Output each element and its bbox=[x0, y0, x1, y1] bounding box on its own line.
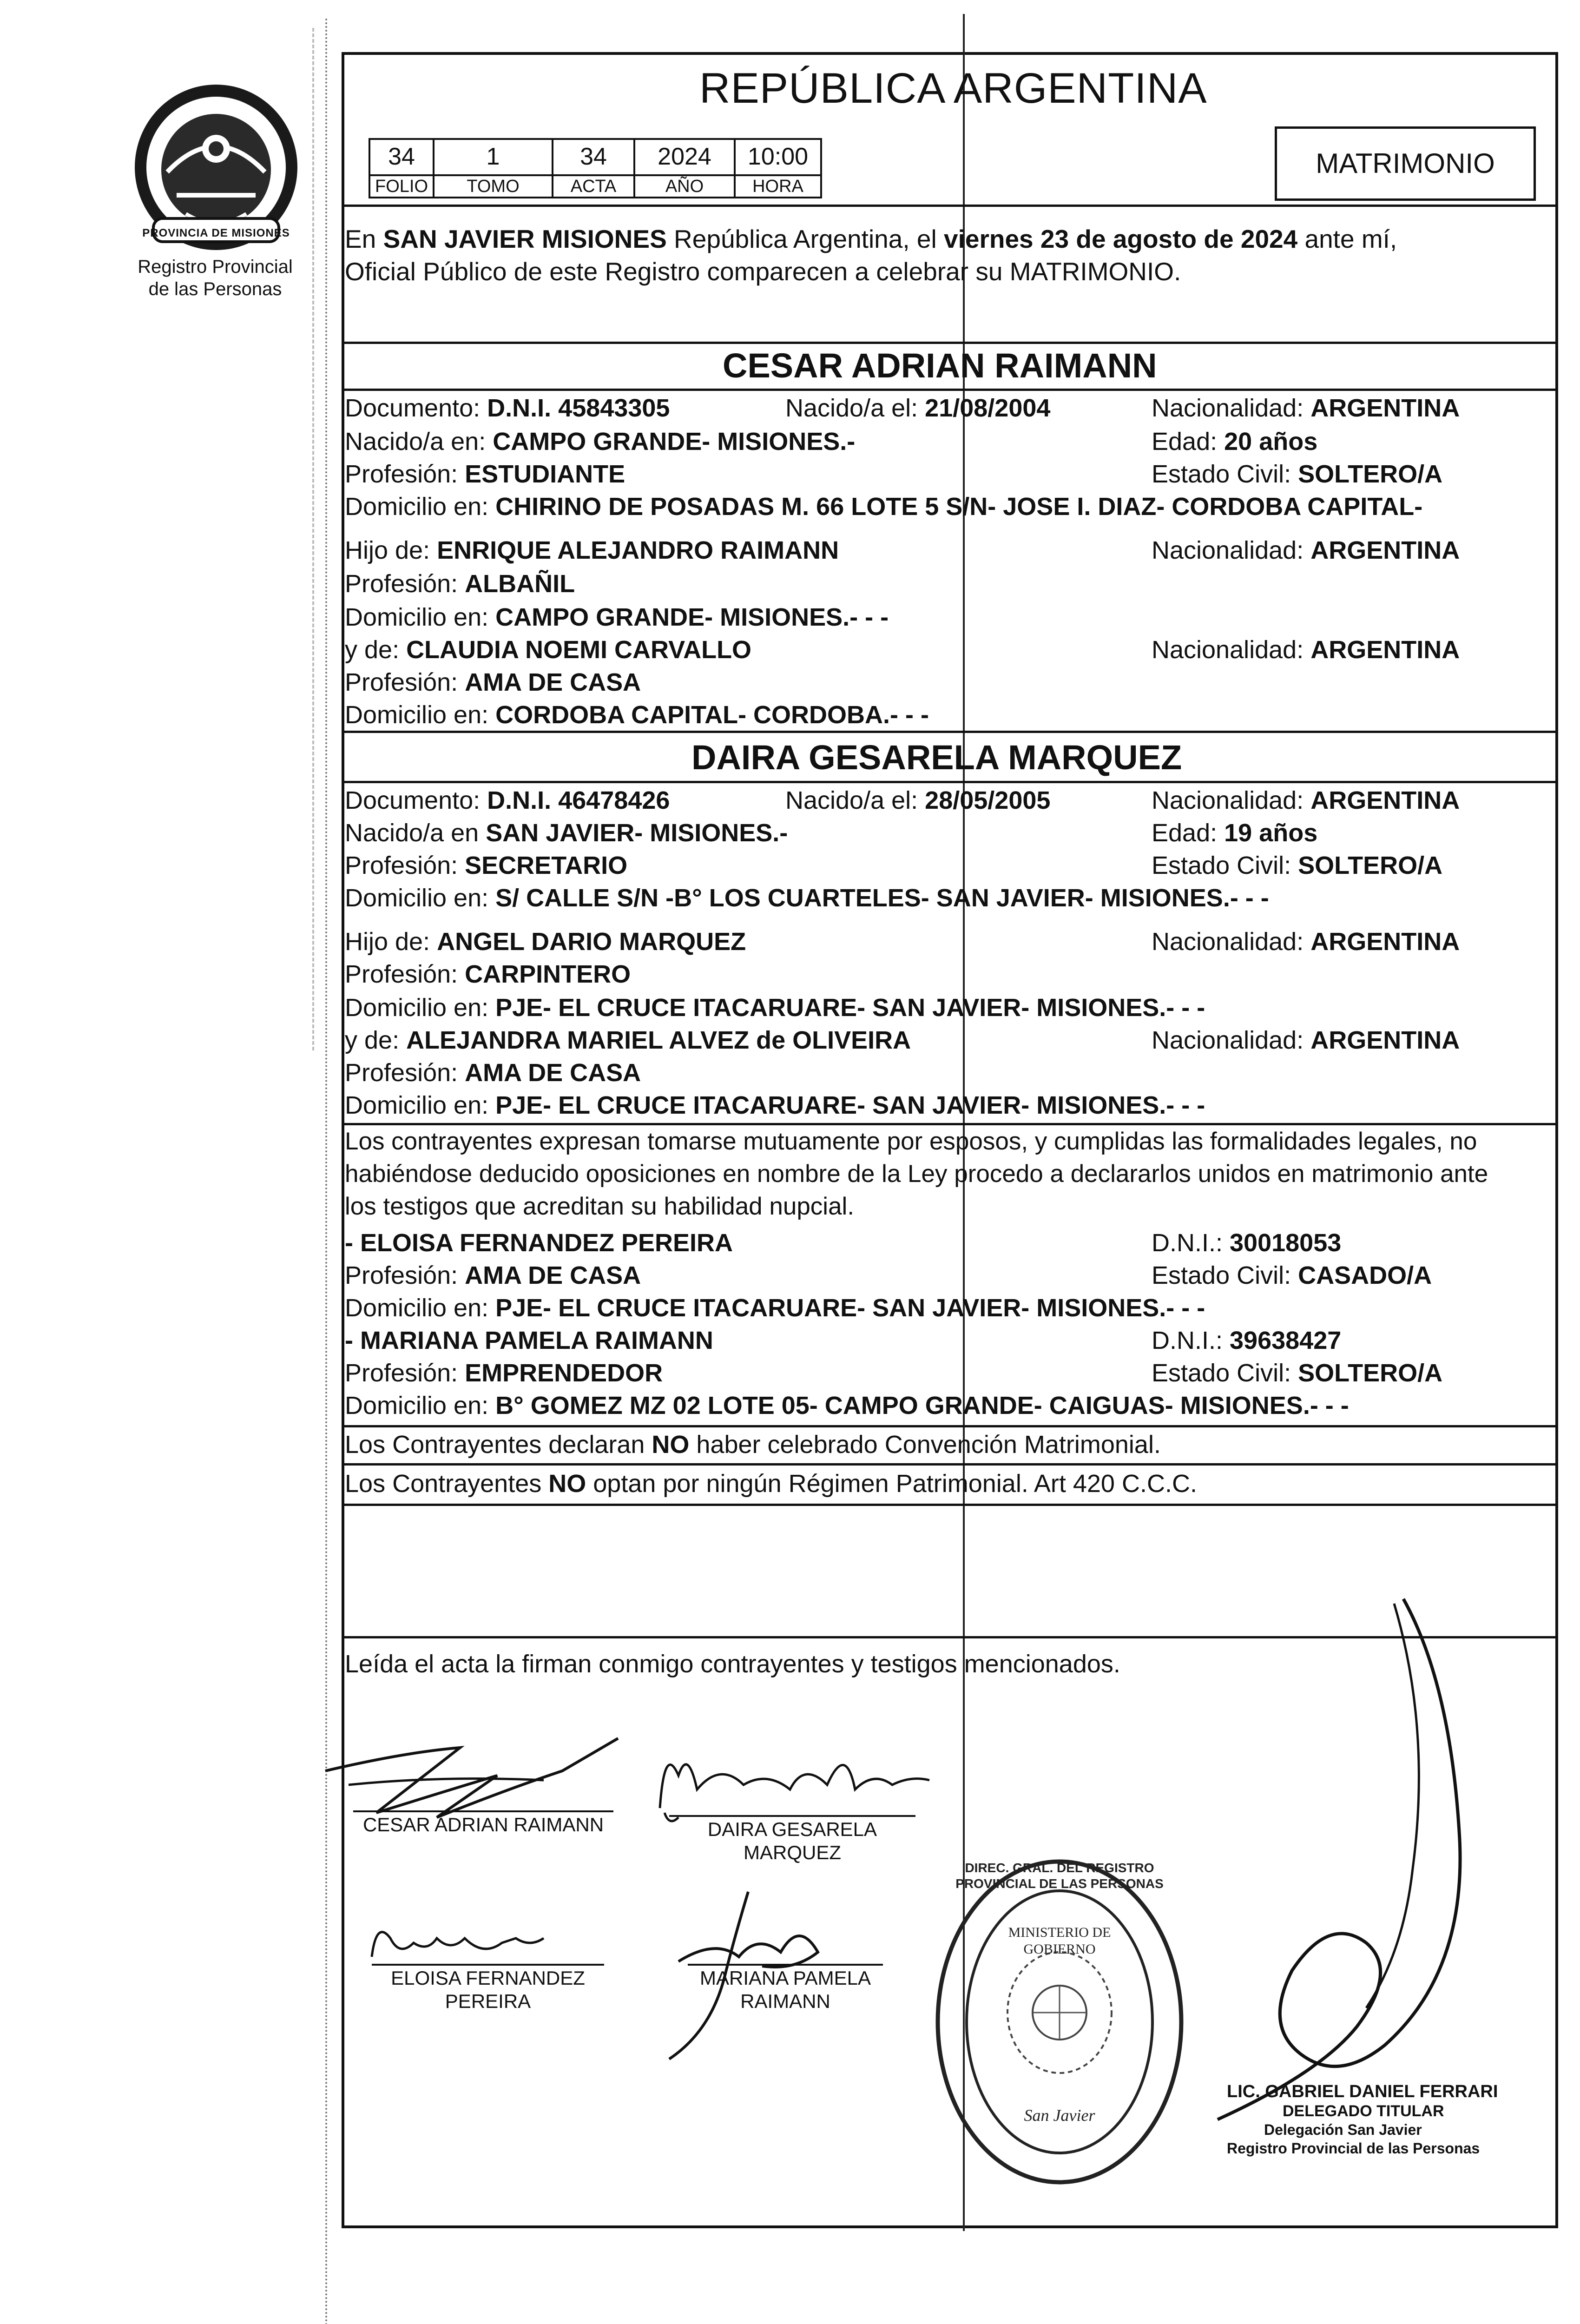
stamp-inner-text: MINISTERIO DE GOBIERNO bbox=[1008, 1925, 1111, 1957]
closing-statement: Leída el acta la firman conmigo contrayentes y testigos mencionados. bbox=[345, 1650, 1120, 1678]
witness1-dni: D.N.I.: 30018053 bbox=[1152, 1229, 1342, 1257]
divider bbox=[342, 389, 1558, 391]
stamp-bottom-text: San Javier bbox=[1024, 2106, 1095, 2125]
witness2-profession: Profesión: EMPRENDEDOR bbox=[345, 1359, 663, 1387]
stamp-ring-text: DIREC. GRAL. DEL REGISTRO PROVINCIAL DE LAS PERSONAS bbox=[955, 1861, 1164, 1891]
ceremony-place: SAN JAVIER MISIONES bbox=[383, 224, 667, 253]
signature-line bbox=[353, 1810, 613, 1812]
seal-ring-text: PROVINCIA DE MISIONES bbox=[142, 227, 290, 239]
signature-label-witness2-line2: RAIMANN bbox=[740, 1990, 830, 2012]
spouse1-mother-address: Domicilio en: CORDOBA CAPITAL- CORDOBA.- - - bbox=[345, 701, 929, 729]
spouse1-birthdate: Nacido/a el: 21/08/2004 bbox=[785, 394, 1051, 422]
signature-label-witness1-line1: ELOISA FERNANDEZ bbox=[391, 1967, 585, 1989]
record-folio-label: FOLIO bbox=[369, 176, 434, 198]
signature-label-witness2-line1: MARIANA PAMELA bbox=[700, 1967, 871, 1989]
official-registry: Registro Provincial de las Personas bbox=[1227, 2140, 1480, 2157]
witness1-name: - ELOISA FERNANDEZ PEREIRA bbox=[345, 1229, 733, 1257]
divider bbox=[342, 342, 1558, 344]
record-tomo-label: TOMO bbox=[433, 176, 553, 198]
spouse1-father: Hijo de: ENRIQUE ALEJANDRO RAIMANN bbox=[345, 536, 839, 564]
signature-label-witness1-line2: PEREIRA bbox=[445, 1990, 531, 2012]
witness2-name: - MARIANA PAMELA RAIMANN bbox=[345, 1327, 713, 1354]
spouse1-civil-status: Estado Civil: SOLTERO/A bbox=[1152, 460, 1443, 488]
spouse1-birthplace: Nacido/a en: CAMPO GRANDE- MISIONES.- bbox=[345, 428, 856, 456]
divider bbox=[342, 1425, 1558, 1427]
margin-guide bbox=[325, 19, 327, 2324]
signature-line bbox=[372, 1964, 604, 1966]
record-acta-value: 34 bbox=[552, 138, 635, 176]
spouse2-civil-status: Estado Civil: SOLTERO/A bbox=[1152, 852, 1443, 879]
divider bbox=[342, 781, 1558, 783]
handwritten-signature bbox=[362, 1910, 576, 1971]
spouse2-father-address: Domicilio en: PJE- EL CRUCE ITACARUARE- SAN JAVIER- MISIONES.- - - bbox=[345, 994, 1205, 1022]
spouse2-age: Edad: 19 años bbox=[1152, 819, 1318, 847]
doc-type-label: MATRIMONIO bbox=[1316, 148, 1495, 179]
spouse1-father-nationality: Nacionalidad: ARGENTINA bbox=[1152, 536, 1460, 564]
spouse1-mother: y de: CLAUDIA NOEMI CARVALLO bbox=[345, 636, 752, 664]
margin-guide bbox=[312, 28, 314, 1050]
registry-stamp-icon bbox=[929, 1855, 1190, 2189]
spouse1-profession: Profesión: ESTUDIANTE bbox=[345, 460, 625, 488]
spouse1-father-profession: Profesión: ALBAÑIL bbox=[345, 570, 575, 598]
spouse2-mother: y de: ALEJANDRA MARIEL ALVEZ de OLIVEIRA bbox=[345, 1026, 911, 1054]
spouse1-mother-profession: Profesión: AMA DE CASA bbox=[345, 668, 641, 696]
convention-line2: Los Contrayentes NO optan por ningún Régimen Patrimonial. Art 420 C.C.C. bbox=[345, 1470, 1197, 1498]
spouse1-father-address: Domicilio en: CAMPO GRANDE- MISIONES.- - - bbox=[345, 603, 889, 631]
witness1-civil-status: Estado Civil: CASADO/A bbox=[1152, 1261, 1432, 1289]
signature-label-spouse2-line1: DAIRA GESARELA bbox=[707, 1818, 877, 1840]
signature-daira bbox=[651, 1734, 939, 1827]
spouse1-name: CESAR ADRIAN RAIMANN bbox=[723, 346, 1157, 385]
handwritten-signature bbox=[651, 1734, 939, 1827]
signature-line bbox=[669, 1815, 915, 1817]
divider bbox=[342, 1463, 1558, 1466]
official-role: DELEGADO TITULAR bbox=[1283, 2102, 1444, 2120]
spouse2-name: DAIRA GESARELA MARQUEZ bbox=[691, 738, 1182, 777]
witness1-address: Domicilio en: PJE- EL CRUCE ITACARUARE- SAN JAVIER- MISIONES.- - - bbox=[345, 1294, 1205, 1322]
spouse2-mother-address: Domicilio en: PJE- EL CRUCE ITACARUARE- SAN JAVIER- MISIONES.- - - bbox=[345, 1091, 1205, 1119]
signature-label-spouse2-line2: MARQUEZ bbox=[744, 1842, 841, 1863]
spouse2-birthplace: Nacido/a en SAN JAVIER- MISIONES.- bbox=[345, 819, 788, 847]
record-hour-label: HORA bbox=[734, 176, 822, 198]
spouse1-document: Documento: D.N.I. 45843305 bbox=[345, 394, 670, 422]
intro-line1: En SAN JAVIER MISIONES República Argentina, el viernes 23 de agosto de 2024 ante mí, bbox=[345, 224, 1397, 253]
spouse2-father-profession: Profesión: CARPINTERO bbox=[345, 960, 631, 988]
signature-line bbox=[688, 1964, 883, 1966]
witness1-profession: Profesión: AMA DE CASA bbox=[345, 1261, 641, 1289]
spouse2-profession: Profesión: SECRETARIO bbox=[345, 852, 628, 879]
signature-eloisa bbox=[362, 1910, 576, 1971]
record-year-label: AÑO bbox=[633, 176, 736, 198]
official-name: LIC. GABRIEL DANIEL FERRARI bbox=[1227, 2082, 1498, 2101]
witness2-civil-status: Estado Civil: SOLTERO/A bbox=[1152, 1359, 1443, 1387]
spouse2-father-nationality: Nacionalidad: ARGENTINA bbox=[1152, 928, 1460, 956]
convention-line1: Los Contrayentes declaran NO haber celebrado Convención Matrimonial. bbox=[345, 1431, 1161, 1459]
doc-type-box bbox=[1275, 126, 1536, 201]
registry-name-line2: de las Personas bbox=[148, 279, 282, 299]
official-office: Delegación San Javier bbox=[1264, 2121, 1422, 2138]
record-hour-value: 10:00 bbox=[734, 138, 822, 176]
record-year-value: 2024 bbox=[633, 138, 736, 176]
record-folio-value: 34 bbox=[369, 138, 434, 176]
spouse2-birthdate: Nacido/a el: 28/05/2005 bbox=[785, 786, 1051, 814]
spouse1-nationality: Nacionalidad: ARGENTINA bbox=[1152, 394, 1460, 422]
declaration-line3: los testigos que acreditan su habilidad nupcial. bbox=[345, 1193, 855, 1220]
witness2-dni: D.N.I.: 39638427 bbox=[1152, 1327, 1342, 1354]
official-stamp bbox=[929, 1855, 1190, 2189]
signature-official bbox=[1190, 1590, 1487, 2129]
divider bbox=[342, 205, 1558, 207]
record-acta-label: ACTA bbox=[552, 176, 635, 198]
spouse2-father: Hijo de: ANGEL DARIO MARQUEZ bbox=[345, 928, 746, 956]
spouse2-address: Domicilio en: S/ CALLE S/N -B° LOS CUARTELES- SAN JAVIER- MISIONES.- - - bbox=[345, 884, 1269, 912]
spouse2-mother-nationality: Nacionalidad: ARGENTINA bbox=[1152, 1026, 1460, 1054]
divider bbox=[342, 1123, 1558, 1125]
divider bbox=[342, 1504, 1558, 1506]
declaration-line2: habiéndose deducido oposiciones en nombre de la Ley procedo a declararlos unidos en matrimonio ante bbox=[345, 1160, 1488, 1188]
spouse1-address: Domicilio en: CHIRINO DE POSADAS M. 66 LOTE 5 S/N- JOSE I. DIAZ- CORDOBA CAPITAL- bbox=[345, 493, 1423, 521]
registry-logo bbox=[125, 79, 307, 256]
handwritten-signature bbox=[1190, 1590, 1487, 2129]
divider bbox=[342, 731, 1558, 733]
declaration-line1: Los contrayentes expresan tomarse mutuamente por esposos, y cumplidas las formalidades legales, no bbox=[345, 1128, 1477, 1155]
signature-label-spouse1: CESAR ADRIAN RAIMANN bbox=[362, 1814, 604, 1835]
intro-line2: Oficial Público de este Registro comparecen a celebrar su MATRIMONIO. bbox=[345, 257, 1181, 286]
spouse2-nationality: Nacionalidad: ARGENTINA bbox=[1152, 786, 1460, 814]
record-tomo-value: 1 bbox=[433, 138, 553, 176]
witness2-address: Domicilio en: B° GOMEZ MZ 02 LOTE 05- CAMPO GRANDE- CAIGUAS- MISIONES.- - - bbox=[345, 1392, 1349, 1419]
spouse1-mother-nationality: Nacionalidad: ARGENTINA bbox=[1152, 636, 1460, 664]
spouse1-age: Edad: 20 años bbox=[1152, 428, 1318, 456]
page-title: REPÚBLICA ARGENTINA bbox=[699, 65, 1207, 112]
ceremony-date: viernes 23 de agosto de 2024 bbox=[944, 224, 1298, 253]
spouse2-document: Documento: D.N.I. 46478426 bbox=[345, 786, 670, 814]
spouse2-mother-profession: Profesión: AMA DE CASA bbox=[345, 1059, 641, 1087]
registry-name-line1: Registro Provincial bbox=[138, 257, 293, 277]
